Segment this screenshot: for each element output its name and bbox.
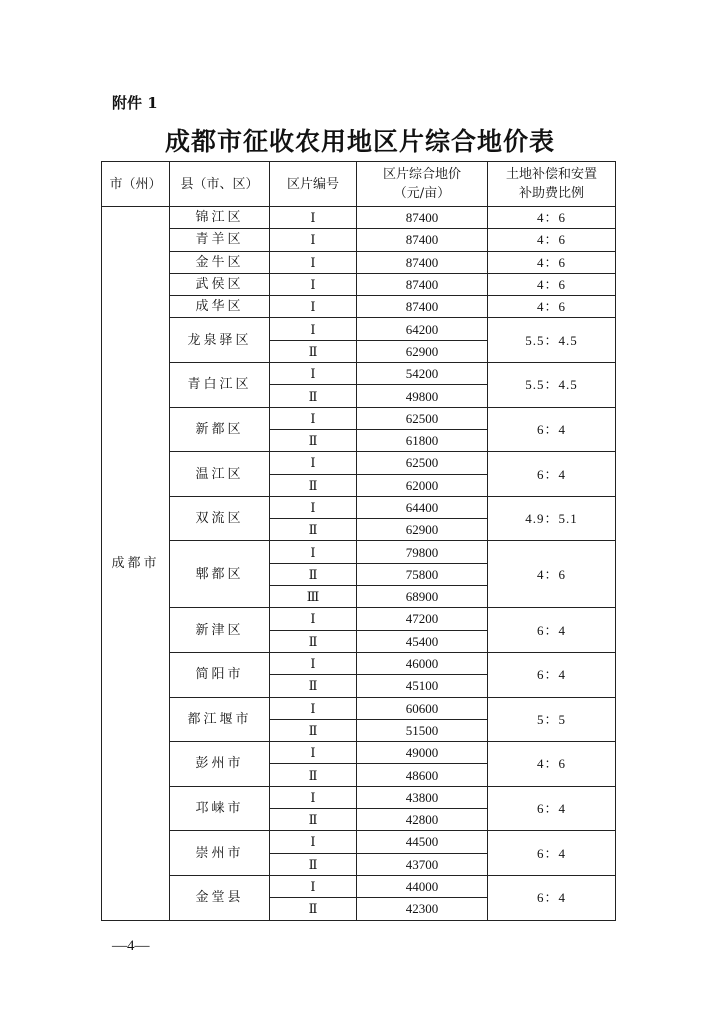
zone-id-cell: Ⅱ [270, 519, 357, 541]
price-cell: 49000 [357, 742, 488, 764]
zone-id-cell: Ⅰ [270, 229, 357, 251]
zone-id-cell: Ⅱ [270, 630, 357, 652]
zone-id-cell: Ⅰ [270, 207, 357, 229]
table-row [102, 251, 616, 273]
zone-id-cell: Ⅰ [270, 318, 357, 340]
ratio-cell: 4：6 [488, 541, 616, 608]
price-cell: 87400 [357, 251, 488, 273]
zone-id-cell: Ⅰ [270, 652, 357, 674]
header-price-line2: （元/亩） [393, 186, 451, 201]
zone-id-cell: Ⅱ [270, 898, 357, 920]
page-number: —4— [112, 938, 150, 954]
ratio-cell: 4：6 [488, 229, 616, 251]
price-cell: 62500 [357, 407, 488, 429]
header-ratio-line1: 土地补偿和安置 [505, 167, 597, 182]
zone-id-cell: Ⅱ [270, 764, 357, 786]
zone-id-cell: Ⅰ [270, 251, 357, 273]
table-row [102, 318, 616, 340]
table-header-row [102, 162, 616, 207]
zone-id-cell: Ⅰ [270, 363, 357, 385]
zone-id-cell: Ⅰ [270, 452, 357, 474]
header-ratio-line2: 补助费比例 [518, 186, 584, 201]
zone-id-cell: Ⅱ [270, 340, 357, 362]
zone-id-cell: Ⅱ [270, 719, 357, 741]
zone-id-cell: Ⅰ [270, 496, 357, 518]
price-cell: 62000 [357, 474, 488, 496]
county-cell: 简阳市 [170, 652, 270, 697]
table-row [102, 296, 616, 318]
table-row [102, 407, 616, 429]
price-cell: 62900 [357, 340, 488, 362]
zone-id-cell: Ⅱ [270, 809, 357, 831]
county-cell: 武侯区 [170, 273, 270, 295]
annex-label: 附件 1 [112, 94, 158, 112]
county-cell: 郫都区 [170, 541, 270, 608]
county-cell: 邛崃市 [170, 786, 270, 831]
zone-id-cell: Ⅲ [270, 586, 357, 608]
header-zone: 区片编号 [270, 162, 357, 207]
table-row [102, 363, 616, 385]
table-row [102, 273, 616, 295]
zone-id-cell: Ⅰ [270, 608, 357, 630]
zone-id-cell: Ⅰ [270, 273, 357, 295]
land-price-table [101, 161, 616, 921]
table-row [102, 875, 616, 897]
table-row [102, 229, 616, 251]
county-cell: 新津区 [170, 608, 270, 653]
county-cell: 崇州市 [170, 831, 270, 876]
price-cell: 68900 [357, 586, 488, 608]
table-row [102, 697, 616, 719]
header-city: 市（州） [102, 162, 170, 207]
price-cell: 51500 [357, 719, 488, 741]
ratio-cell: 4：6 [488, 251, 616, 273]
county-cell: 新都区 [170, 407, 270, 452]
county-cell: 都江堰市 [170, 697, 270, 742]
zone-id-cell: Ⅰ [270, 831, 357, 853]
price-cell: 87400 [357, 229, 488, 251]
price-cell: 45100 [357, 675, 488, 697]
price-cell: 43700 [357, 853, 488, 875]
ratio-cell: 4：6 [488, 273, 616, 295]
zone-id-cell: Ⅱ [270, 385, 357, 407]
table-row [102, 207, 616, 229]
ratio-cell: 6：4 [488, 652, 616, 697]
price-cell: 75800 [357, 563, 488, 585]
table-row [102, 831, 616, 853]
table-row [102, 496, 616, 518]
price-cell: 45400 [357, 630, 488, 652]
price-cell: 54200 [357, 363, 488, 385]
table-row [102, 608, 616, 630]
ratio-cell: 6：4 [488, 786, 616, 831]
zone-id-cell: Ⅰ [270, 407, 357, 429]
ratio-cell: 4：6 [488, 742, 616, 787]
ratio-cell: 4：6 [488, 207, 616, 229]
zone-id-cell: Ⅰ [270, 742, 357, 764]
zone-id-cell: Ⅰ [270, 697, 357, 719]
price-cell: 44500 [357, 831, 488, 853]
ratio-cell: 5.5：4.5 [488, 363, 616, 408]
price-cell: 62500 [357, 452, 488, 474]
price-cell: 62900 [357, 519, 488, 541]
county-cell: 金牛区 [170, 251, 270, 273]
zone-id-cell: Ⅱ [270, 563, 357, 585]
table-row [102, 541, 616, 563]
table-row [102, 786, 616, 808]
zone-id-cell: Ⅱ [270, 853, 357, 875]
zone-id-cell: Ⅰ [270, 541, 357, 563]
price-cell: 87400 [357, 207, 488, 229]
price-cell: 48600 [357, 764, 488, 786]
ratio-cell: 5：5 [488, 697, 616, 742]
county-cell: 青羊区 [170, 229, 270, 251]
county-cell: 龙泉驿区 [170, 318, 270, 363]
price-cell: 47200 [357, 608, 488, 630]
price-cell: 49800 [357, 385, 488, 407]
table-row [102, 652, 616, 674]
zone-id-cell: Ⅰ [270, 875, 357, 897]
city-cell: 成都市 [102, 207, 170, 921]
ratio-cell: 6：4 [488, 608, 616, 653]
zone-id-cell: Ⅱ [270, 474, 357, 496]
ratio-cell: 5.5：4.5 [488, 318, 616, 363]
price-cell: 60600 [357, 697, 488, 719]
ratio-cell: 6：4 [488, 875, 616, 920]
price-cell: 46000 [357, 652, 488, 674]
price-cell: 42800 [357, 809, 488, 831]
zone-id-cell: Ⅱ [270, 675, 357, 697]
price-cell: 87400 [357, 296, 488, 318]
header-price-line1: 区片综合地价 [382, 167, 461, 182]
ratio-cell: 6：4 [488, 452, 616, 497]
ratio-cell: 6：4 [488, 407, 616, 452]
ratio-cell: 6：4 [488, 831, 616, 876]
zone-id-cell: Ⅰ [270, 296, 357, 318]
county-cell: 锦江区 [170, 207, 270, 229]
header-price [357, 162, 488, 207]
ratio-cell: 4.9：5.1 [488, 496, 616, 541]
county-cell: 金堂县 [170, 875, 270, 920]
zone-id-cell: Ⅰ [270, 786, 357, 808]
header-ratio [488, 162, 616, 207]
price-cell: 43800 [357, 786, 488, 808]
price-cell: 64400 [357, 496, 488, 518]
price-cell: 44000 [357, 875, 488, 897]
ratio-cell: 4：6 [488, 296, 616, 318]
price-cell: 61800 [357, 429, 488, 451]
county-cell: 成华区 [170, 296, 270, 318]
table-body [102, 207, 616, 921]
header-county: 县（市、区） [170, 162, 270, 207]
document-title: 成都市征收农用地区片综合地价表 [164, 127, 555, 156]
price-cell: 79800 [357, 541, 488, 563]
price-cell: 42300 [357, 898, 488, 920]
zone-id-cell: Ⅱ [270, 429, 357, 451]
county-cell: 彭州市 [170, 742, 270, 787]
county-cell: 双流区 [170, 496, 270, 541]
price-cell: 87400 [357, 273, 488, 295]
table-row [102, 452, 616, 474]
table-row [102, 742, 616, 764]
county-cell: 青白江区 [170, 363, 270, 408]
price-cell: 64200 [357, 318, 488, 340]
county-cell: 温江区 [170, 452, 270, 497]
